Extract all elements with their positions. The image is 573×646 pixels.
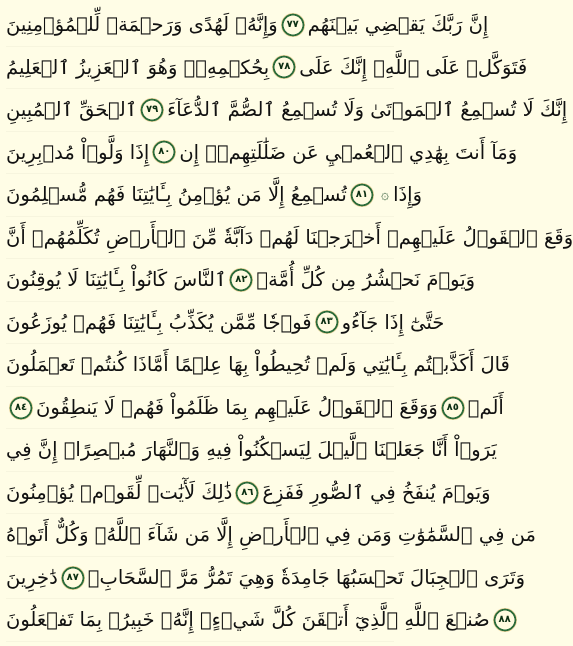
text-line — [6, 344, 510, 387]
verse-text: وَيَوۡمَ يُنفَخُ فِي ٱلصُّورِ فَفَزِعَ — [262, 480, 491, 504]
ayah-number-marker: ٧٩ — [140, 98, 164, 122]
text-line — [6, 429, 497, 472]
verse-text: صُنۡعَ ٱللَّهِ ٱلَّذِيٓ أَتۡقَنَ كُلَّ شَيۡءٍۚ إِنَّهُۥ خَبِيرُۢ بِمَا تَفۡعَلُونَ — [6, 608, 490, 632]
text-line — [6, 302, 445, 345]
ayah-number-marker: ٧٧ — [281, 13, 305, 37]
verse-text: أَلَمۡ — [467, 395, 504, 419]
verse-text: وَوَقَعَ ٱلۡقَوۡلُ عَلَيۡهِم بِمَا ظَلَمُواْ فَهُمۡ لَا يَنطِقُونَ — [36, 395, 438, 419]
verse-text: وَإِذَا — [393, 183, 423, 207]
verse-text: مَن فِي ٱلسَّمَٰوَٰتِ وَمَن فِي ٱلۡأَرۡضِ إِلَّا مَن شَآءَ ٱللَّهُۚ وَكُلٌّ أَتَوۡهُ — [6, 523, 536, 547]
verse-lines — [6, 4, 573, 642]
verse-text: إِنَّ رَبَّكَ يَقۡضِي بَيۡنَهُم — [307, 13, 489, 37]
text-line — [6, 89, 568, 132]
text-line — [6, 4, 489, 47]
verse-text: إِذَا وَلَّوۡاْ مُدۡبِرِينَ — [6, 140, 150, 164]
ayah-number-marker: ٨١ — [350, 183, 374, 207]
ayah-number-marker: ٨٢ — [229, 268, 253, 292]
verse-text: ذَٰلِكَ لَأٓيَٰتٖ لِّقَوۡمٖ يُؤۡمِنُونَ — [6, 480, 233, 504]
text-line — [6, 387, 504, 430]
verse-text: إِنَّكَ لَا تُسۡمِعُ ٱلۡمَوۡتَىٰ وَلَا تُسۡمِعُ ٱلصُّمَّ ٱلدُّعَآءَ — [167, 98, 568, 122]
verse-text: ٱلنَّاسَ كَانُواْ بِـَٔايَٰتِنَا لَا يُوقِنُونَ — [6, 268, 227, 292]
verse-text: وَقَعَ ٱلۡقَوۡلُ عَلَيۡهِمۡ أَخۡرَجۡنَا لَهُمۡ دَآبَّةٗ مِّنَ ٱلۡأَرۡضِ تُكَلِّمُهُمۡ أَنَّ — [6, 225, 573, 249]
text-line — [6, 599, 511, 642]
text-line — [6, 514, 536, 557]
ayah-number-marker: ٨٠ — [152, 140, 176, 164]
ayah-number-marker: ٨٦ — [235, 481, 259, 505]
text-line — [6, 259, 476, 302]
verse-text: وَتَرَى ٱلۡجِبَالَ تَحۡسَبُهَا جَامِدَةٗ وَهِيَ تَمُرُّ مَرَّ ٱلسَّحَابِۚ — [87, 565, 526, 589]
text-line — [6, 47, 528, 90]
ayah-number-marker: ٨٤ — [9, 396, 33, 420]
verse-text: يَرَوۡاْ أَنَّا جَعَلۡنَا ٱلَّيۡلَ لِيَسۡكُنُواْ فِيهِ وَٱلنَّهَارَ مُبۡصِرًاۚ إِنَّ فِي — [6, 438, 497, 462]
ayah-number-marker: ٨٣ — [315, 310, 339, 334]
ayah-number-marker: ٨٥ — [441, 396, 465, 420]
verse-text: فَوۡجٗا مِّمَّن يُكَذِّبُ بِـَٔايَٰتِنَا فَهُمۡ يُوزَعُونَ — [6, 310, 312, 334]
ayah-number-marker: ٧٨ — [272, 55, 296, 79]
text-line — [6, 217, 573, 260]
verse-text: وَيَوۡمَ نَحۡشُرُ مِن كُلِّ أُمَّةٖ — [256, 268, 476, 292]
verse-text: تُسۡمِعُ إِلَّا مَن يُؤۡمِنُ بِـَٔايَٰتِنَا فَهُم مُّسۡلِمُونَ — [6, 183, 347, 207]
verse-text: وَمَآ أَنتَ بِهَٰدِي ٱلۡعُمۡيِ عَن ضَلَٰلَتِهِمۡۖ إِن — [179, 140, 518, 164]
ayah-number-marker: ٨٨ — [493, 608, 517, 632]
verse-text: ٱلۡحَقِّ ٱلۡمُبِينِ — [6, 98, 138, 122]
verse-text: بِحُكۡمِهِۦۚ وَهُوَ ٱلۡعَزِيزُ ٱلۡعَلِيمُ — [6, 55, 270, 79]
verse-text: وَإِنَّهُۥ لَهُدًى وَرَحۡمَةٞ لِّلۡمُؤۡمِنِينَ — [6, 13, 278, 37]
text-line — [6, 472, 491, 515]
rub-el-hizb-icon: ۞ — [380, 186, 390, 203]
text-line — [6, 557, 526, 600]
verse-text: فَتَوَكَّلۡ عَلَى ٱللَّهِۖ إِنَّكَ عَلَى — [299, 55, 528, 79]
verse-text: قَالَ أَكَذَّبۡتُم بِـَٔايَٰتِي وَلَمۡ تُحِيطُواْ بِهَا عِلۡمًا أَمَّاذَا كُنتُمۡ تَعۡمَلُونَ — [6, 353, 510, 377]
verse-text: حَتَّىٰٓ إِذَا جَآءُو — [341, 310, 445, 334]
verse-text: دَٰخِرِينَ — [6, 565, 58, 589]
ayah-number-marker: ٨٧ — [61, 566, 85, 590]
text-line — [6, 174, 423, 217]
text-line — [6, 132, 518, 175]
